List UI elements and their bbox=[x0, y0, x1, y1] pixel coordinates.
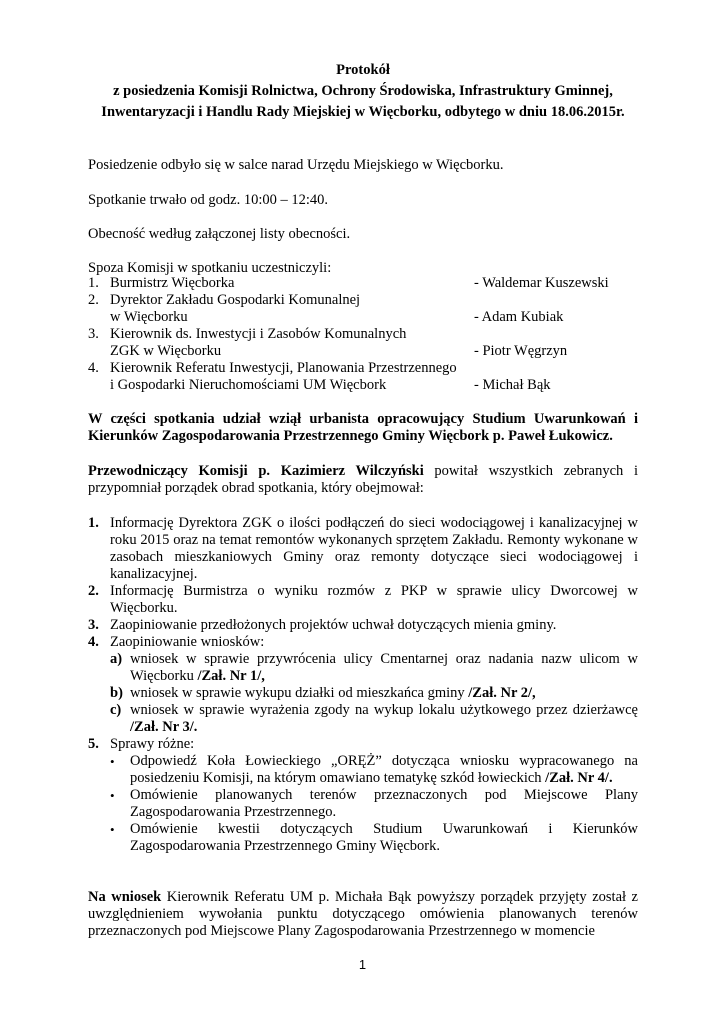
agenda-item-3: Zaopiniowanie przedłożonych projektów uchwał dotyczących mienia gminy. bbox=[110, 617, 557, 633]
sub-item-a bbox=[130, 651, 638, 685]
guest-number: 3. bbox=[88, 326, 99, 342]
guest-name: - Piotr Węgrzyn bbox=[474, 343, 568, 359]
closing-paragraph bbox=[88, 889, 638, 940]
intro-location: Posiedzenie odbyło się w salce narad Urzędu Miejskiego w Więcborku. bbox=[88, 157, 504, 173]
sub-item-c-ref: /Zał. Nr 3/. bbox=[130, 719, 198, 735]
sub-item-letter: c) bbox=[110, 702, 122, 718]
guest-number: 1. bbox=[88, 275, 99, 291]
closing-lead: Na wniosek bbox=[88, 889, 162, 905]
agenda-item-2: Informację Burmistrza o wyniku rozmów z PKP w sprawie ulicy Dworcowej w Więcborku. bbox=[110, 583, 638, 616]
closing-text: Kierownik Referatu UM p. Michała Bąk powyższy porządek przyjęty został z uwzględnieniem wywołania punktu dotyczącego omówienia planowanych terenów przeznaczonych pod Miejscowe Plany Zagospodarowania Przestrzennego w momencie bbox=[88, 889, 638, 939]
guest-role-cont: ZGK w Więcborku bbox=[110, 343, 222, 359]
sub-item-b bbox=[130, 685, 638, 702]
guest-name: - Adam Kubiak bbox=[474, 309, 564, 325]
sub-item-b-ref: /Zał. Nr 2/, bbox=[468, 685, 536, 701]
sub-item-a-text: wniosek w sprawie przywrócenia ulicy Cmentarnej oraz nadania nazw ulicom w Więcborku bbox=[130, 651, 638, 684]
guest-role: Dyrektor Zakładu Gospodarki Komunalnej bbox=[110, 292, 361, 308]
guest-name: - Waldemar Kuszewski bbox=[474, 275, 609, 291]
agenda-item-5: Sprawy różne: bbox=[110, 736, 195, 752]
agenda-number: 5. bbox=[88, 736, 99, 752]
guest-role: Kierownik Referatu Inwestycji, Planowania Przestrzennego bbox=[110, 360, 457, 376]
sub-item-letter: a) bbox=[110, 651, 123, 667]
bullet-item-1-text: Odpowiedź Koła Łowieckiego „ORĘŻ” dotycząca wniosku wypracowanego na posiedzeniu Komisji, na którym omawiano tematykę szkód łowieckich bbox=[130, 753, 638, 786]
guest-number: 2. bbox=[88, 292, 99, 308]
sub-item-b-text: wniosek w sprawie wykupu działki od mieszkańca gminy bbox=[130, 685, 469, 701]
bullet-item-1-ref: /Zał. Nr 4/. bbox=[545, 770, 613, 786]
document-title: Protokół bbox=[336, 62, 390, 78]
sub-item-c bbox=[130, 702, 638, 736]
guest-number: 4. bbox=[88, 360, 99, 376]
bullet-icon: • bbox=[110, 754, 115, 769]
chair-paragraph bbox=[88, 463, 638, 497]
urbanist-note: W części spotkania udział wziął urbanista opracowujący Studium Uwarunkowań i Kierunków Zagospodarowania Przestrzennego Gminy Więcbork p. Paweł Łukowicz. bbox=[88, 411, 638, 444]
intro-attendance: Obecność według załączonej listy obecności. bbox=[88, 226, 351, 242]
agenda-number: 4. bbox=[88, 634, 99, 650]
agenda-item-1: Informację Dyrektora ZGK o ilości podłączeń do sieci wodociągowej i kanalizacyjnej w roku 2015 oraz na temat remontów wykonanych sprzętem Zakładu. Remonty wykonane w zasobach mieszkaniowych Gminy oraz remonty dotyczące sieci wodociągowej i kanalizacyjnej. bbox=[110, 515, 638, 582]
guest-name: - Michał Bąk bbox=[474, 377, 551, 393]
chair-name: Przewodniczący Komisji p. Kazimierz Wilczyński bbox=[88, 463, 424, 479]
bullet-item-3: Omówienie kwestii dotyczących Studium Uwarunkowań i Kierunków Zagospodarowania Przestrzennego Gminy Więcbork. bbox=[130, 821, 638, 854]
guest-role: Kierownik ds. Inwestycji i Zasobów Komunalnych bbox=[110, 326, 407, 342]
guests-heading: Spoza Komisji w spotkaniu uczestniczyli: bbox=[88, 260, 332, 276]
document-header bbox=[88, 62, 638, 125]
intro-time: Spotkanie trwało od godz. 10:00 – 12:40. bbox=[88, 192, 329, 208]
agenda-item-4: Zaopiniowanie wniosków: bbox=[110, 634, 265, 650]
guest-role-cont: i Gospodarki Nieruchomościami UM Więcbork bbox=[110, 377, 387, 393]
bullet-item-2: Omówienie planowanych terenów przeznaczonych pod Miejscowe Plany Zagospodarowania Przestrzennego. bbox=[130, 787, 638, 820]
document-subtitle-line1: z posiedzenia Komisji Rolnictwa, Ochrony Środowiska, Infrastruktury Gminnej, bbox=[113, 83, 613, 99]
sub-item-a-ref: /Zał. Nr 1/, bbox=[197, 668, 265, 684]
bullet-item-1 bbox=[130, 753, 638, 787]
sub-item-c-text: wniosek w sprawie wyrażenia zgody na wykup lokalu użytkowego przez dzierżawcę bbox=[130, 702, 638, 718]
agenda-number: 2. bbox=[88, 583, 99, 599]
bullet-icon: • bbox=[110, 788, 115, 803]
bullet-icon: • bbox=[110, 822, 115, 837]
document-subtitle-line2: Inwentaryzacji i Handlu Rady Miejskiej w Więcborku, odbytego w dniu 18.06.2015r. bbox=[101, 104, 625, 120]
chair-text: powitał wszystkich zebranych i przypomniał porządek obrad spotkania, który obejmował: bbox=[88, 463, 638, 496]
sub-item-letter: b) bbox=[110, 685, 123, 701]
agenda-number: 1. bbox=[88, 515, 99, 531]
guest-role: Burmistrz Więcborka bbox=[110, 275, 235, 291]
guest-role-cont: w Więcborku bbox=[110, 309, 188, 325]
page-number: 1 bbox=[358, 957, 367, 972]
agenda-number: 3. bbox=[88, 617, 99, 633]
